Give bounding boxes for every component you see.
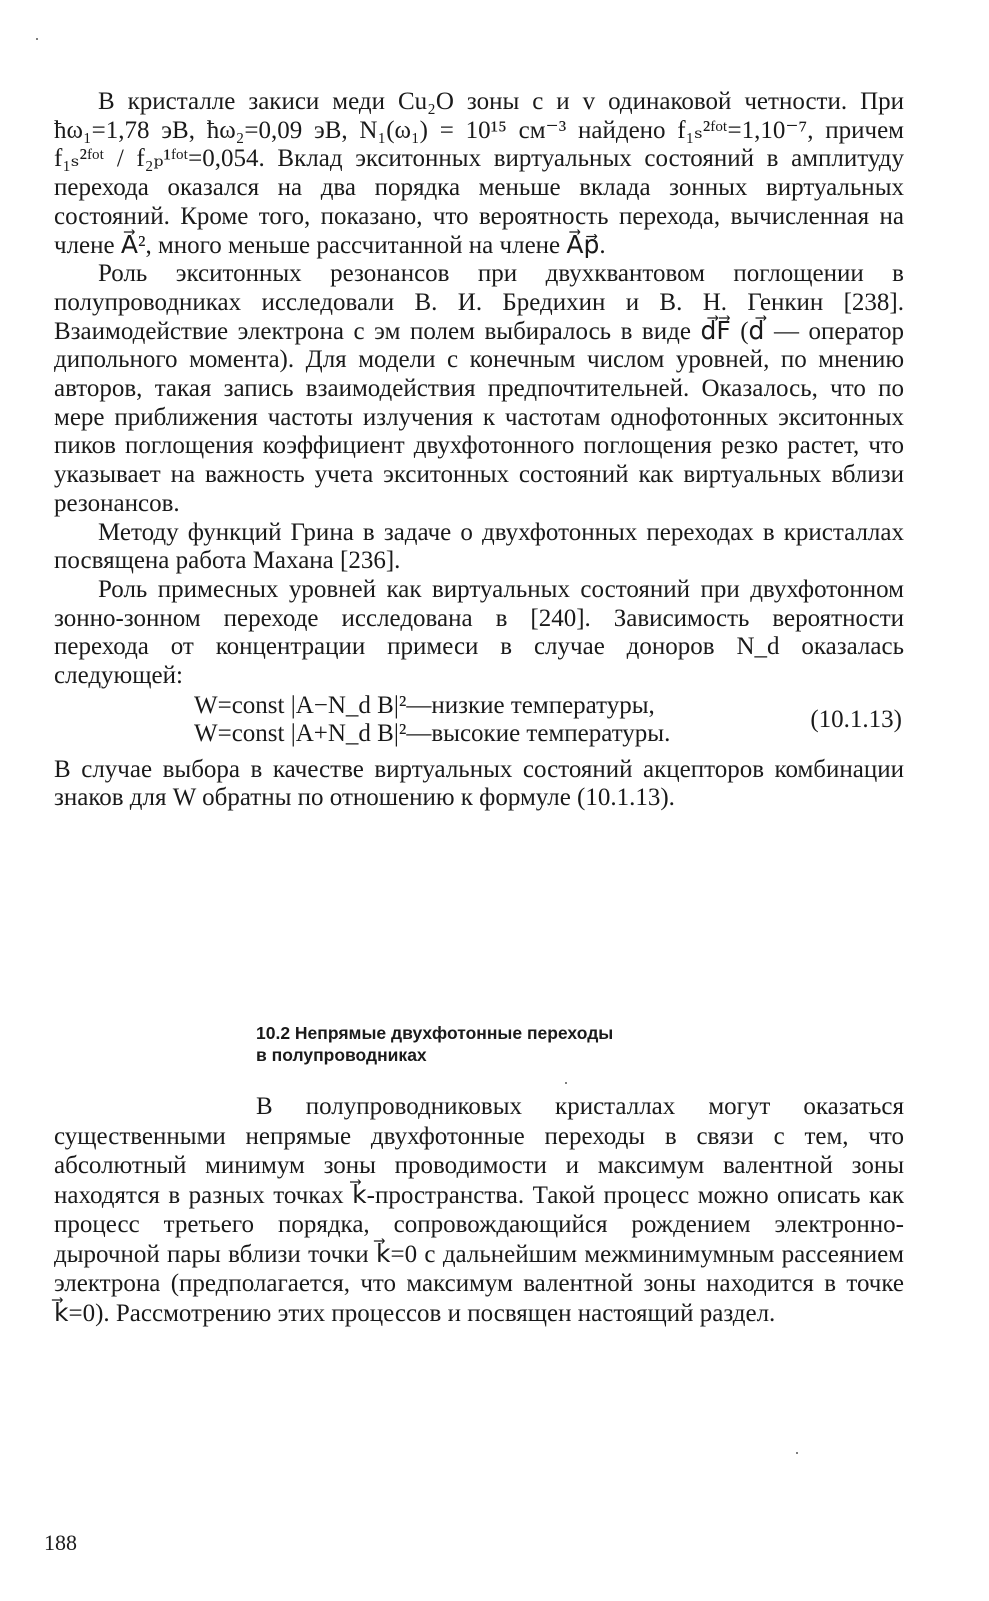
main-text-top [54, 88, 904, 813]
paragraph-impurity-levels: Роль примесных уровней как виртуальных состояний при двухфотонном зонно-зонном переходе исследована в [240]. Зависимость вероятности перехода от концентрации примеси в случае доноров N_d оказалась следующей: [54, 575, 904, 690]
formula-lines [194, 692, 670, 748]
page-number: 188 [44, 1530, 77, 1555]
paragraph-green-functions: Методу функций Грина в задаче о двухфотонных переходах в кристаллах посвящена работа Махана [236]. [54, 518, 904, 575]
scan-speck [36, 38, 38, 40]
formula-line-low-temp: W=const |A−N_d B|²—низкие температуры, [194, 691, 655, 719]
paragraph-cu2o: В кристалле закиси меди Cu₂O зоны c и v одинаковой четности. При ħω₁=1,78 эВ, ħω₂=0,09 эВ, N₁(ω₁) = 10¹⁵ см⁻³ найдено f₁ₛ²ᶠᵒᵗ=1,10⁻⁷, причем f₁ₛ²ᶠᵒᵗ / f₂ₚ¹ᶠᵒᵗ=0,054. Вклад экситонных виртуальных состояний в амплитуду перехода оказался на два порядка меньше вклада зонных виртуальных состояний. Кроме того, показано, что вероятность перехода, вычисленная на члене A⃗², много меньше рассчитанной на члене A⃗p⃗. [54, 88, 904, 259]
scan-speck [796, 1452, 798, 1454]
scan-speck [565, 1082, 567, 1084]
section-heading-line-2: в полупроводниках [256, 1045, 427, 1065]
formula-10-1-13 [54, 692, 904, 750]
paragraph-exciton-resonances: Роль экситонных резонансов при двухквантовом поглощении в полупроводниках исследовали В. И. Бредихин и В. Н. Генкин [238]. Взаимодействие электрона с эм полем выбиралось в виде d⃗F⃗ (d⃗ — оператор дипольного момента). Для модели с конечным числом уровней, по мнению авторов, такая запись взаимодействия предпочтительней. Оказалось, что по мере приближения частоты излучения к частотам однофотонных экситонных пиков поглощения коэффициент двухфотонного поглощения резко растет, что указывает на важность учета экситонных состояний как виртуальных вблизи резонансов. [54, 260, 904, 517]
section-heading [256, 1022, 816, 1066]
formula-number: (10.1.13) [810, 705, 902, 733]
section-heading-line-1: 10.2 Непрямые двухфотонные переходы [256, 1023, 614, 1043]
formula-line-high-temp: W=const |A+N_d B|²—высокие температуры. [194, 719, 671, 747]
paragraph-acceptors: В случае выбора в качестве виртуальных состояний акцепторов комбинации знаков для W обратны по отношению к формуле (10.1.13). [54, 755, 904, 812]
paragraph-indirect-transitions: В полупроводниковых кристаллах могут оказаться существенными непрямые двухфотонные переходы в связи с тем, что абсолютный минимум зоны проводимости и максимум валентной зоны находятся в разных точках k⃗-пространства. Такой процесс можно описать как процесс третьего порядка, сопровождающийся рождением электронно-дырочной пары вблизи точки k⃗=0 с дальнейшим межминимумным рассеянием электрона (предполагается, что максимум валентной зоны находится в точке k⃗=0). Рассмотрению этих процессов и посвящен настоящий раздел. [54, 1093, 904, 1327]
main-text-section [54, 1092, 904, 1328]
